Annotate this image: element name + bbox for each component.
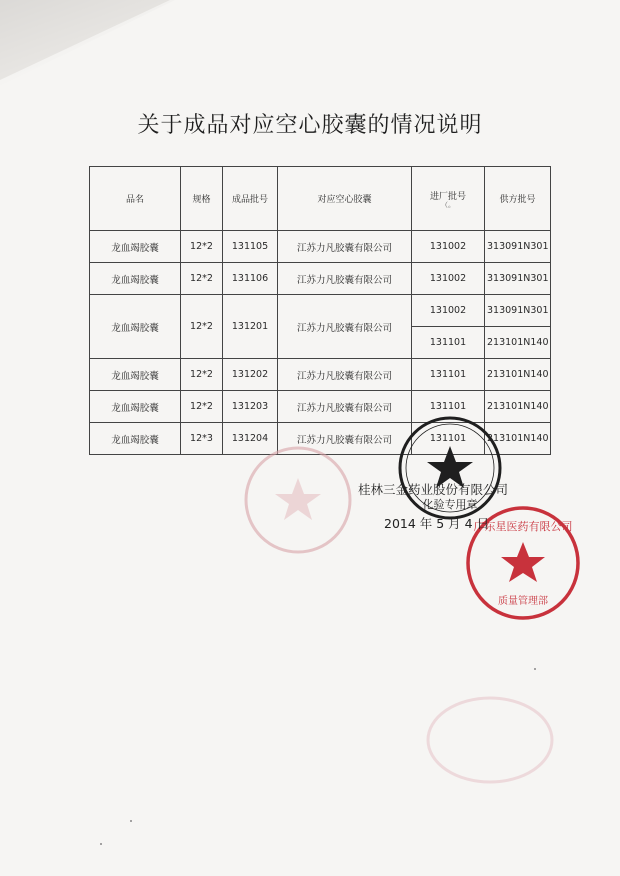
header-batch: 成品批号 [223, 167, 278, 231]
table-row [90, 295, 551, 327]
cell-incoming: 131101 [412, 391, 485, 423]
cell-capsule: 江苏力凡胶囊有限公司 [278, 263, 412, 295]
cell-supplier: 313091N301 [485, 263, 551, 295]
cell-name: 龙血竭胶囊 [90, 359, 181, 391]
cell-supplier: 313091N301 [485, 231, 551, 263]
cell-capsule: 江苏力凡胶囊有限公司 [278, 391, 412, 423]
document-title: 关于成品对应空心胶囊的情况说明 [137, 113, 483, 138]
header-incoming-note: （。 [441, 200, 455, 209]
header-incoming-label: 进厂批号 [429, 191, 466, 202]
cell-batch: 131105 [223, 231, 278, 263]
header-spec: 规格 [181, 167, 223, 231]
faint-pink-seal [420, 690, 560, 790]
cell-capsule: 江苏力凡胶囊有限公司 [278, 231, 412, 263]
cell-batch: 131204 [223, 423, 278, 455]
header-supplier: 供方批号 [485, 167, 551, 231]
cell-incoming: 131101 [412, 423, 485, 455]
cell-spec: 12*2 [181, 231, 223, 263]
company-signature: 桂林三金药业股份有限公司 [358, 482, 509, 497]
cell-supplier: 213101N140 [485, 327, 551, 359]
cell-batch: 131202 [223, 359, 278, 391]
header-name: 品名 [90, 167, 181, 231]
header-incoming [412, 167, 485, 231]
cell-incoming: 131101 [412, 359, 485, 391]
cell-supplier: 213101N140 [485, 391, 551, 423]
cell-spec: 12*2 [181, 295, 223, 359]
table-row [90, 263, 551, 295]
cell-supplier: 313091N301 [485, 295, 551, 327]
scan-speck [534, 668, 536, 670]
cell-name: 龙血竭胶囊 [90, 263, 181, 295]
cell-spec: 12*2 [181, 391, 223, 423]
cell-name: 龙血竭胶囊 [90, 231, 181, 263]
cell-name: 龙血竭胶囊 [90, 295, 181, 359]
table-row [90, 231, 551, 263]
cell-incoming: 131002 [412, 263, 485, 295]
signature-date: 2014 年 5 月 4 日 [384, 516, 490, 531]
scan-speck [130, 820, 132, 822]
cell-spec: 12*2 [181, 359, 223, 391]
scan-speck [100, 843, 102, 845]
inspection-seal-label: 化验专用章 [422, 498, 478, 511]
cell-supplier: 213101N140 [485, 359, 551, 391]
cell-incoming: 131101 [412, 327, 485, 359]
header-capsule: 对应空心胶囊 [278, 167, 412, 231]
red-seal-name: 广东星医药有限公司 [473, 520, 573, 533]
cell-spec: 12*3 [181, 423, 223, 455]
cell-capsule: 江苏力凡胶囊有限公司 [278, 295, 412, 359]
table-row [90, 359, 551, 391]
faint-red-seal [238, 440, 358, 560]
cell-batch: 131203 [223, 391, 278, 423]
table-header-row [90, 167, 551, 231]
cell-incoming: 131002 [412, 295, 485, 327]
cell-batch: 131201 [223, 295, 278, 359]
cell-capsule: 江苏力凡胶囊有限公司 [278, 359, 412, 391]
cell-supplier: 213101N140 [485, 423, 551, 455]
cell-capsule: 江苏力凡胶囊有限公司 [278, 423, 412, 455]
cell-batch: 131106 [223, 263, 278, 295]
cell-name: 龙血竭胶囊 [90, 423, 181, 455]
cell-name: 龙血竭胶囊 [90, 391, 181, 423]
red-seal-department: 质量管理部 [498, 596, 548, 607]
cell-incoming: 131002 [412, 231, 485, 263]
cell-spec: 12*2 [181, 263, 223, 295]
